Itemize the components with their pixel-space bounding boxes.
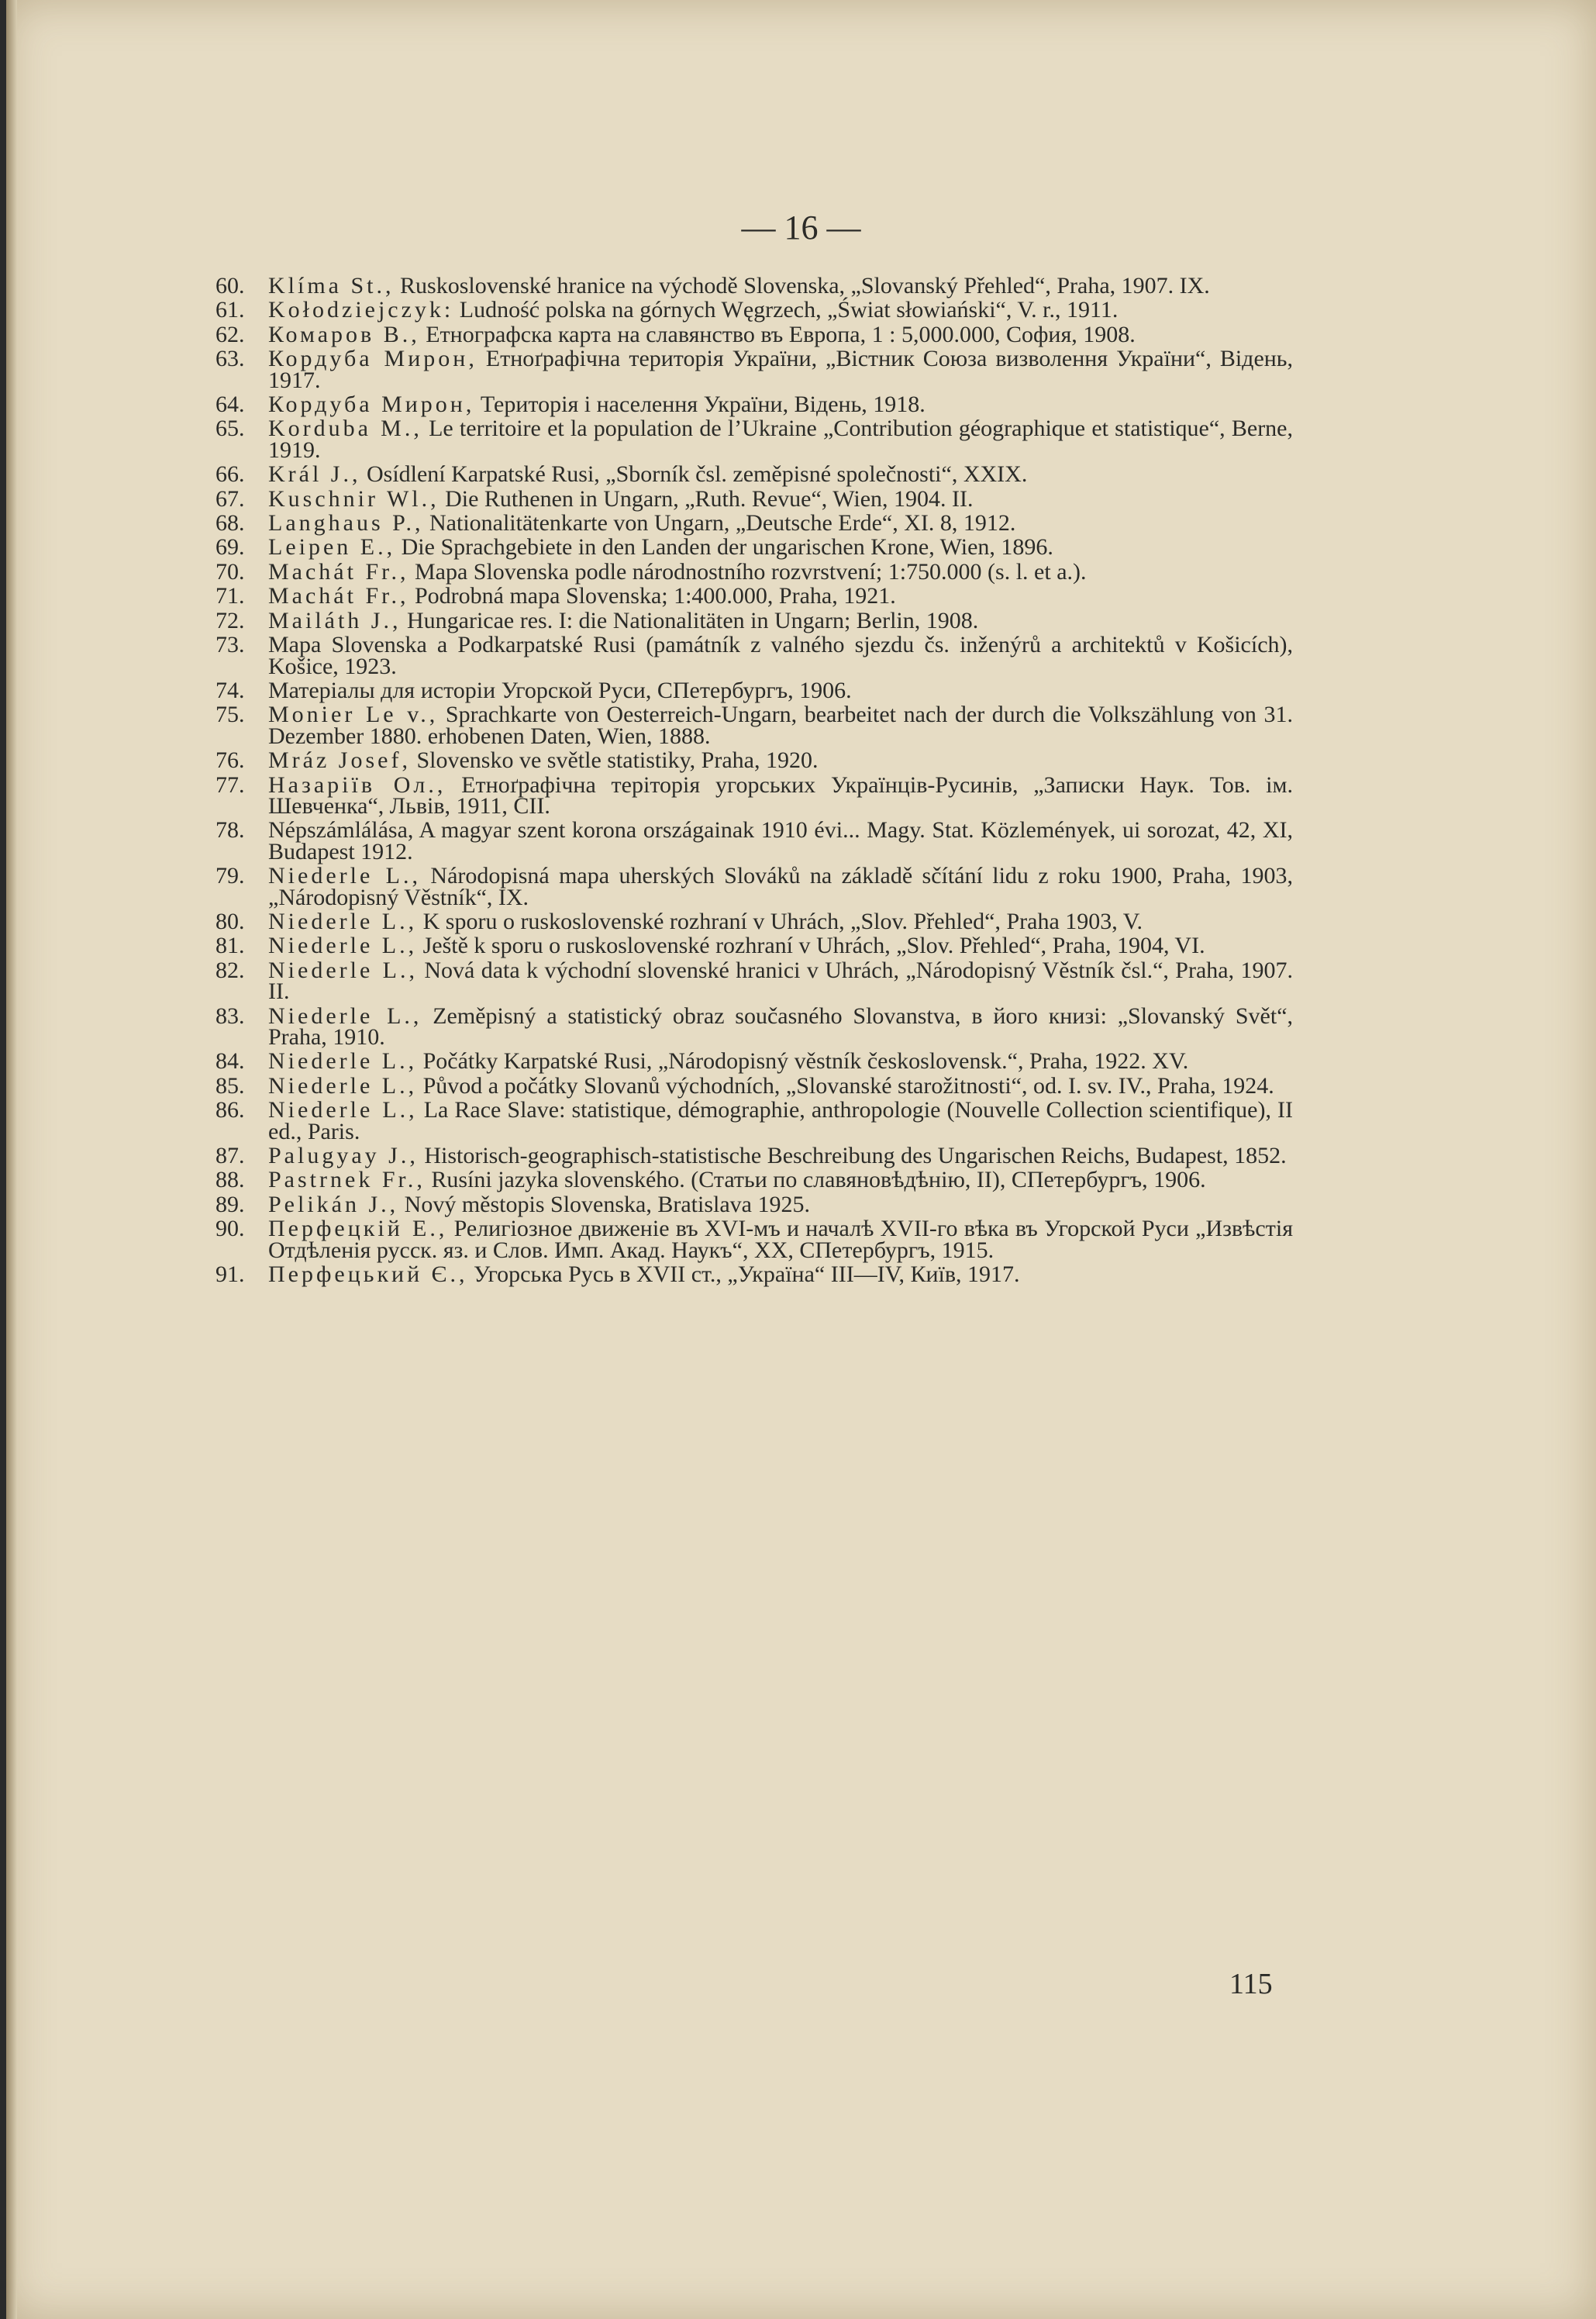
bibliography-entry (215, 321, 1293, 347)
entry-number: 74. (215, 677, 245, 703)
entry-author: Niederle L., (268, 1072, 418, 1099)
entry-author: Machát Fr., (268, 583, 409, 609)
entry-number: 91. (215, 1261, 245, 1288)
entry-number: 84. (215, 1048, 245, 1075)
entry-author: Pelikán J., (268, 1191, 399, 1217)
bibliography-entry (215, 510, 1293, 537)
entry-number: 69. (215, 534, 245, 561)
entry-author: Machát Fr., (268, 558, 409, 585)
entry-text: Podrobná mapa Slovenska; 1:400.000, Praha, 1921. (414, 583, 896, 609)
page-header-label: — 16 — (741, 209, 861, 247)
entry-text: Религіозное движеніе въ XVI-мъ и началѣ XVII-го вѣка въ Угорской Руси „Извѣстія Отдѣленія русск. яз. и Слов. Имп. Акад. Наукъ“, XX, СПетербургъ, 1915. (268, 1216, 1293, 1263)
entry-author: Niederle L., (268, 908, 418, 934)
entry-number: 73. (215, 632, 245, 658)
entry-author: Перфецький Є., (268, 1261, 468, 1288)
entry-author: Комаров В., (268, 321, 420, 347)
entry-text: Hungaricae res. I: die Nationalitäten in Ungarn; Berlin, 1908. (407, 607, 979, 633)
entry-number: 68. (215, 510, 245, 537)
entry-author: Кордуба Мирон, (268, 392, 475, 418)
bibliography-entry (215, 558, 1293, 585)
bibliography-entry (215, 485, 1293, 512)
page-binding-edge (6, 0, 17, 2319)
entry-text: Територія і населення України, Відень, 1918. (480, 392, 926, 418)
entry-number: 67. (215, 485, 245, 512)
entry-text: Nová data k východní slovenské hranici v Uhrách, „Národopisný Věstník čsl.“, Praha, 1907. II. (268, 957, 1293, 1005)
bibliography-list (215, 275, 1293, 1288)
bibliography-entry (215, 1143, 1293, 1169)
entry-author: Перфецкій Е., (268, 1216, 448, 1242)
entry-author: Pastrnek Fr., (268, 1167, 426, 1193)
bibliography-entry (215, 1002, 1294, 1050)
entry-number: 66. (215, 461, 245, 488)
entry-text: Угорська Русь в XVII ст., „Україна“ III—IV, Київ, 1917. (473, 1261, 1020, 1288)
entry-number: 85. (215, 1072, 245, 1099)
bibliography-entry (215, 771, 1294, 819)
entry-author: Назарiїв Ол., (268, 771, 446, 798)
entry-number: 71. (215, 583, 245, 609)
entry-number: 89. (215, 1191, 245, 1217)
entry-text: Етнографска карта на славянство въ Европа, 1 : 5,000.000, София, 1908. (426, 321, 1136, 347)
entry-number: 60. (215, 273, 245, 299)
bibliography-entry (215, 1072, 1293, 1099)
entry-number: 78. (215, 817, 245, 844)
entry-number: 79. (215, 863, 245, 889)
bibliography-entry (215, 1099, 1293, 1142)
bibliography-entry (215, 747, 1293, 774)
entry-text: K sporu o ruskoslovenské rozhraní v Uhrách, „Slov. Přehled“, Praha 1903, V. (422, 908, 1143, 934)
entry-text: Le territoire et la population de l’Ukraine „Contribution géographique et statistique“, Berne, 1919. (268, 416, 1293, 463)
entry-text: Nový městopis Slovenska, Bratislava 1925. (404, 1191, 810, 1217)
bibliography-entry (215, 1218, 1293, 1261)
bibliography-entry (215, 418, 1293, 461)
entry-text: Počátky Karpatské Rusi, „Národopisný věstník československ.“, Praha, 1922. XV. (422, 1048, 1189, 1075)
entry-author: Korduba M., (268, 416, 422, 442)
entry-author: Monier Le v., (268, 702, 439, 728)
entry-text: Mapa Slovenska a Podkarpatské Rusi (památník z valného sjezdu čs. inženýrů a architektů v Košicích), Košice, 1923. (268, 632, 1293, 679)
bibliography-entry (215, 1167, 1293, 1193)
bibliography-entry (215, 957, 1293, 1005)
bibliography-entry (215, 1048, 1293, 1075)
entry-number: 90. (215, 1216, 245, 1242)
bibliography-entry (215, 908, 1293, 934)
entry-number: 70. (215, 558, 245, 585)
entry-number: 75. (215, 702, 245, 728)
entry-number: 76. (215, 747, 245, 774)
entry-number: 86. (215, 1097, 245, 1123)
entry-number: 65. (215, 416, 245, 442)
entry-author: Niederle L., (268, 933, 418, 959)
entry-text: Sprachkarte von Oesterreich-Ungarn, bearbeitet nach der durch die Volkszählung von 31. Dezember 1880. erhobenen Daten, Wien, 1888. (268, 702, 1293, 749)
entry-number: 61. (215, 297, 245, 323)
entry-text: Osídlení Karpatské Rusi, „Sborník čsl. zeměpisné společnosti“, XXIX. (366, 461, 1028, 488)
entry-text: Die Sprachgebiete in den Landen der ungarischen Krone, Wien, 1896. (401, 534, 1053, 561)
entry-author: Leipen E., (268, 534, 396, 561)
entry-author: Král J., (268, 461, 361, 488)
entry-author: Kuschnir Wl., (268, 485, 440, 512)
bibliography-entry (215, 297, 1293, 323)
entry-text: Původ a počátky Slovanů východních, „Slovanské starožitnosti“, od. I. sv. IV., Praha, 1924. (422, 1072, 1274, 1099)
bibliography-entry (215, 583, 1293, 609)
entry-text: Ludność polska na górnych Węgrzech, „Świat słowiański“, V. r., 1911. (459, 297, 1119, 323)
entry-author: Kołodziejczyk: (268, 297, 454, 323)
entry-number: 64. (215, 392, 245, 418)
bibliography-entry (215, 933, 1293, 959)
entry-author: Niederle L., (268, 957, 418, 983)
entry-number: 83. (215, 1002, 245, 1029)
bibliography-entry (215, 1191, 1293, 1217)
entry-text: Ještě k sporu o ruskoslovenské rozhraní v Uhrách, „Slov. Přehled“, Praha, 1904, VI. (422, 933, 1205, 959)
entry-text: Матеріалы для исторіи Угорской Руси, СПетербургъ, 1906. (268, 677, 852, 703)
entry-text: Mapa Slovenska podle národnostního rozvrstvení; 1:750.000 (s. l. et a.). (414, 558, 1087, 585)
entry-number: 88. (215, 1167, 245, 1193)
entry-author: Кордуба Мирон, (268, 346, 477, 372)
bibliography-entry (215, 1261, 1293, 1288)
entry-text: Етноґрафічна теріторія угорських Українців-Русинів, „Записки Наук. Тов. ім. Шевченка“, Львів, 1911, CII. (268, 771, 1294, 819)
bibliography-entry (215, 348, 1293, 391)
bibliography-entry (215, 273, 1293, 299)
entry-text: Népszámlálása, A magyar szent korona országainak 1910 évi... Magy. Stat. Közlemények, ui sorozat, 42, XI, Budapest 1912. (268, 817, 1293, 864)
entry-author: Mailáth J., (268, 607, 402, 633)
entry-number: 80. (215, 908, 245, 934)
entry-text: La Race Slave: statistique, démographie, anthropologie (Nouvelle Collection scientifique), II ed., Paris. (268, 1097, 1294, 1144)
entry-author: Mráz Josef, (268, 747, 411, 774)
entry-text: Zeměpisný a statistický obraz současného Slovanstva, в його книзі: „Slovanský Svět“, Praha, 1910. (268, 1002, 1294, 1050)
entry-number: 72. (215, 607, 245, 633)
entry-author: Niederle L., (268, 863, 421, 889)
entry-text: Historisch-geographisch-statistische Beschreibung des Ungarischen Reichs, Budapest, 1852. (424, 1143, 1287, 1169)
bibliography-entry (215, 865, 1293, 908)
bibliography-entry (215, 817, 1293, 864)
entry-number: 77. (215, 771, 245, 798)
entry-author: Langhaus P., (268, 510, 424, 537)
bibliography-entry (215, 634, 1293, 677)
entry-text: Slovensko ve světle statistiky, Praha, 1920. (416, 747, 819, 774)
entry-author: Niederle L., (268, 1002, 422, 1029)
bibliography-entry (215, 392, 1293, 418)
entry-number: 82. (215, 957, 245, 983)
bibliography-entry (215, 461, 1293, 488)
bibliography-entry (215, 607, 1293, 633)
bibliography-entry (215, 704, 1293, 747)
entry-author: Niederle L., (268, 1097, 418, 1123)
entry-number: 81. (215, 933, 245, 959)
entry-text: Národopisná mapa uherských Slováků na základě sčítání lidu z roku 1900, Praha, 1903, „Národopisný Věstník“, IX. (268, 863, 1294, 910)
entry-text: Ruskoslovenské hranice na východě Slovenska, „Slovanský Přehled“, Praha, 1907. IX. (400, 273, 1210, 299)
entry-text: Die Ruthenen in Ungarn, „Ruth. Revue“, Wien, 1904. II. (445, 485, 974, 512)
entry-text: Етноґрафічна територія України, „Вістник Союза визволення України“, Відень, 1917. (268, 346, 1293, 393)
bibliography-entry (215, 677, 1293, 703)
entry-text: Nationalitätenkarte von Ungarn, „Deutsche Erde“, XI. 8, 1912. (429, 510, 1016, 537)
entry-author: Palugyay J., (268, 1143, 419, 1169)
entry-author: Niederle L., (268, 1048, 418, 1075)
entry-number: 62. (215, 321, 245, 347)
entry-author: Klíma St., (268, 273, 395, 299)
entry-number: 63. (215, 346, 245, 372)
book-page (6, 0, 1596, 2319)
bibliography-entry (215, 534, 1293, 561)
entry-text: Rusíni jazyka slovenského. (Статьи по славяновѣдѣнію, II), СПетербургъ, 1906. (431, 1167, 1206, 1193)
entry-number: 87. (215, 1143, 245, 1169)
page-number: 115 (1229, 1968, 1273, 2000)
